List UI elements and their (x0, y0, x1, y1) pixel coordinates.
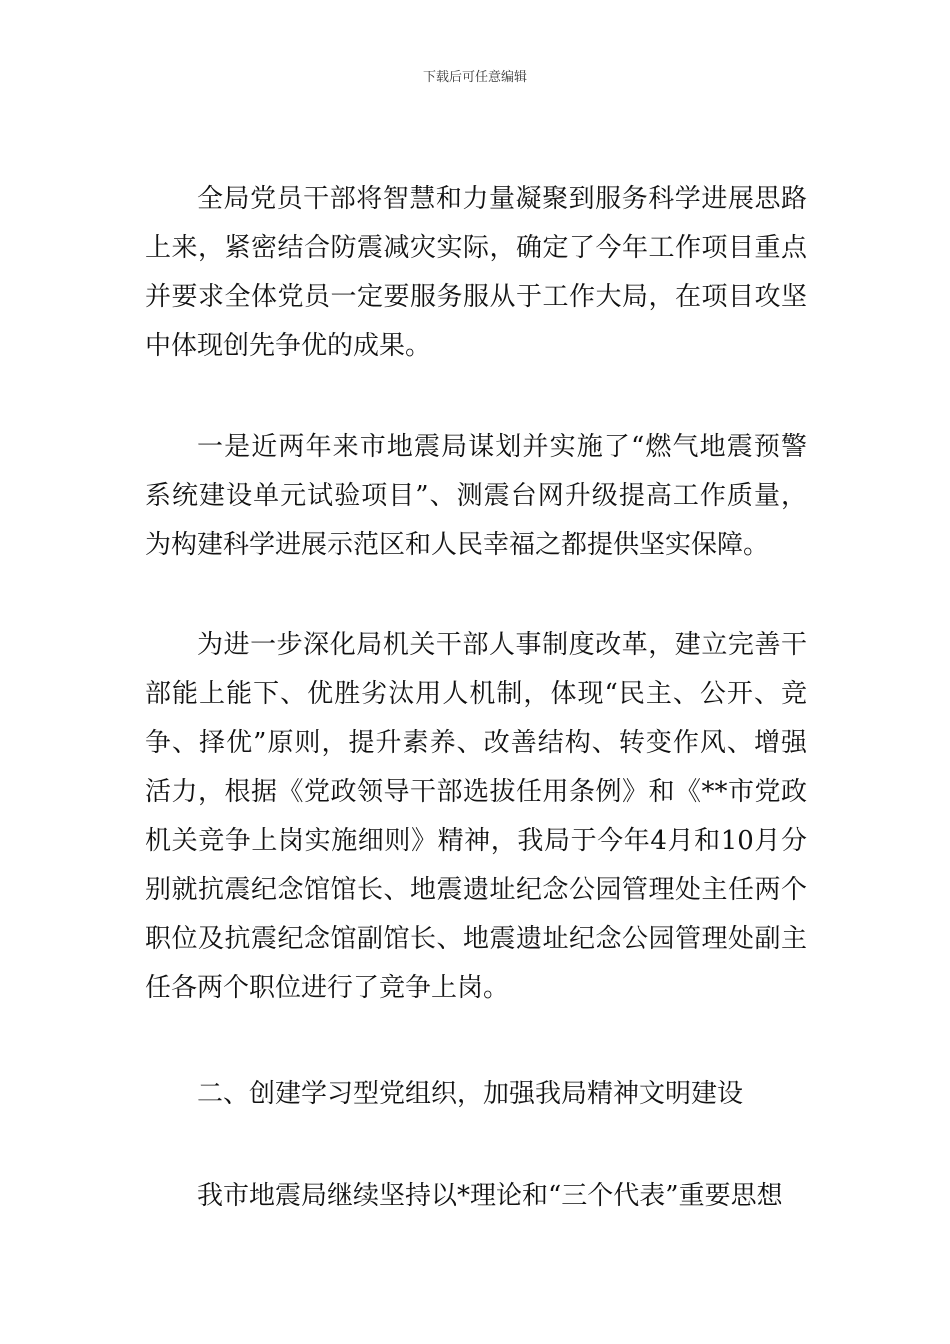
section-heading: 二、创建学习型党组织，加强我局精神文明建设 (197, 1079, 744, 1109)
paragraph-3: 为进一步深化局机关干部人事制度改革，建立完善干部能上能下、优胜劣汰用人机制，体现“民主、公开、竞争、择优”原则，提升素养、改善结构、转变作风、增强活力，根据《党政领导干部选拔任用条例》和《**市党政机关竞争上岗实施细则》精神，我局于今年4月和10月分别就抗震纪念馆馆长、地震遗址纪念公园管理处主任两个职位及抗震纪念馆副馆长、地震遗址纪念公园管理处副主任各两个职位进行了竞争上岗。 (145, 630, 807, 1003)
page-header: 下载后可任意编辑 (422, 70, 527, 85)
paragraph-5: 我市地震局继续坚持以*理论和“三个代表”重要思想 (197, 1181, 783, 1211)
paragraph-2: 一是近两年来市地震局谋划并实施了“燃气地震预警系统建设单元试验项目”、测震台网升级提高工作质量，为构建科学进展示范区和人民幸福之都提供坚实保障。 (145, 432, 807, 560)
paragraph-1: 全局党员干部将智慧和力量凝聚到服务科学进展思路上来，紧密结合防震减灾实际，确定了今年工作项目重点并要求全体党员一定要服务服从于工作大局，在项目攻坚中体现创先争优的成果。 (145, 184, 807, 361)
